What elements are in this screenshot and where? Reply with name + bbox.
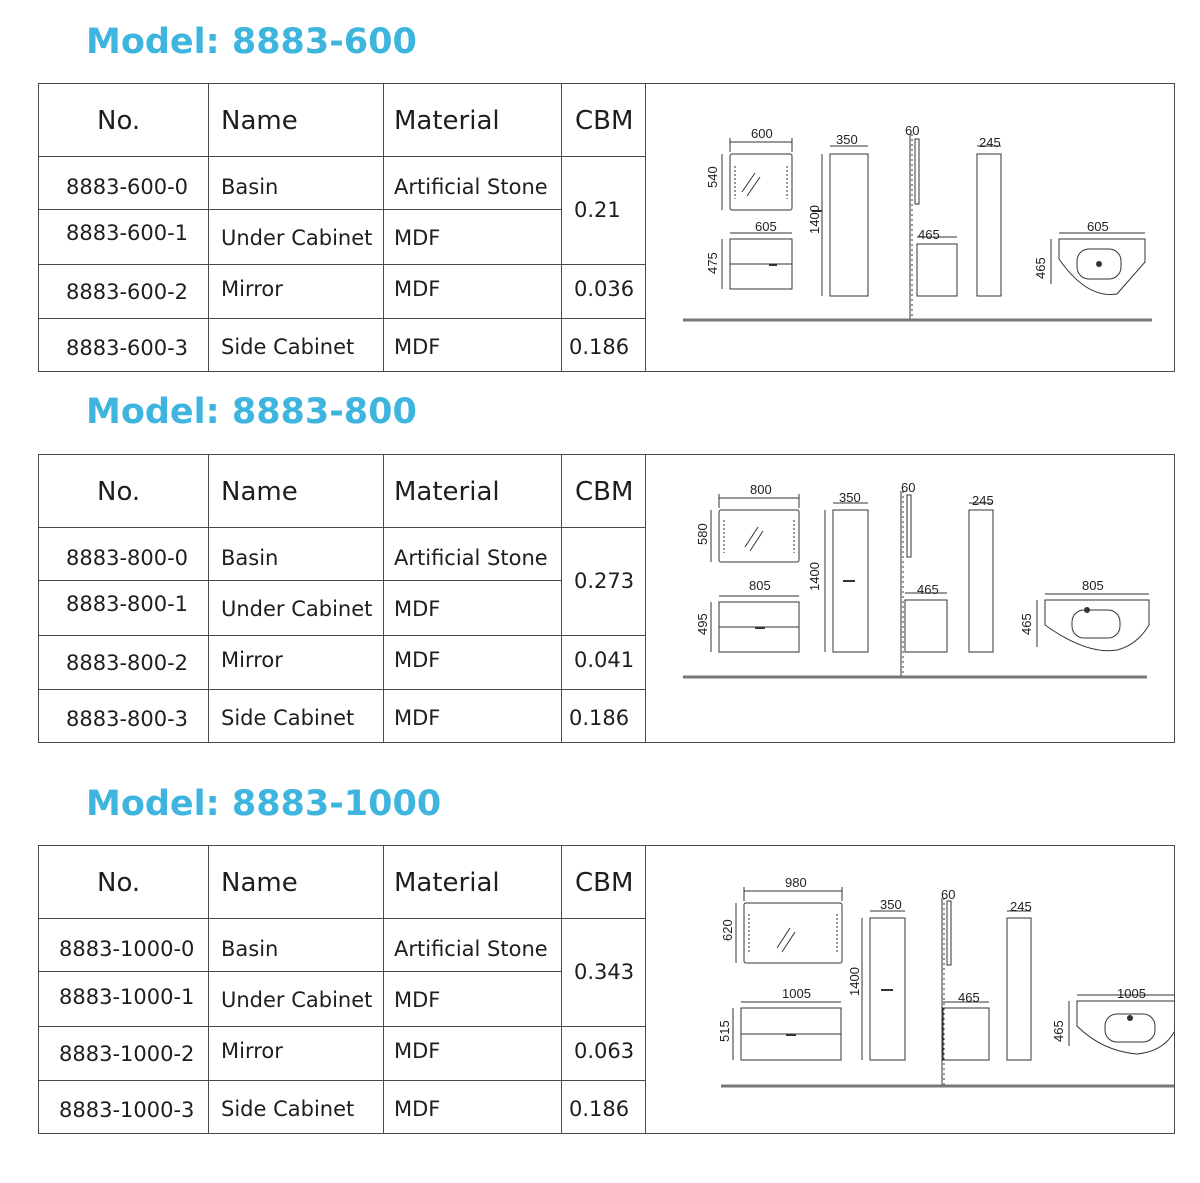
item-name: Basin — [221, 175, 279, 199]
dim-basin-depth: 465 — [1033, 257, 1048, 279]
dim-basin-depth: 465 — [1051, 1020, 1066, 1042]
model-title: Model: 8883-800 — [86, 392, 417, 432]
item-no: 8883-1000-3 — [59, 1098, 195, 1122]
spec-table — [39, 455, 646, 742]
header-no: No. — [97, 106, 141, 136]
dim-tall-height: 1400 — [807, 205, 822, 234]
item-name: Basin — [221, 937, 279, 961]
item-material: Artificial Stone — [394, 175, 548, 199]
item-name: Side Cabinet — [221, 706, 355, 730]
item-name: Under Cabinet — [221, 226, 373, 250]
dim-side-depth: 245 — [1010, 899, 1032, 914]
item-no: 8883-800-3 — [66, 707, 189, 731]
cbm-value: 0.186 — [569, 706, 630, 730]
dim-cabinet-depth: 465 — [958, 990, 980, 1005]
dim-mirror-depth: 60 — [941, 887, 956, 902]
item-material: Artificial Stone — [394, 546, 548, 570]
model-title: Model: 8883-1000 — [86, 784, 442, 824]
dimension-drawing — [647, 84, 1174, 371]
dim-basin-width: 805 — [1082, 578, 1104, 593]
dimension-drawing-svg — [647, 84, 1174, 371]
header-name: Name — [221, 106, 298, 136]
item-no: 8883-600-2 — [66, 280, 189, 304]
item-name: Mirror — [221, 648, 283, 672]
dim-tall-width: 350 — [836, 132, 858, 147]
cbm-value: 0.063 — [574, 1039, 635, 1063]
item-name: Under Cabinet — [221, 597, 373, 621]
cbm-merged: 0.343 — [574, 960, 635, 984]
dim-cabinet-width: 605 — [755, 219, 777, 234]
dim-mirror-depth: 60 — [901, 480, 916, 495]
item-no: 8883-800-1 — [66, 592, 189, 616]
header-material: Material — [394, 477, 500, 507]
dim-basin-width: 605 — [1087, 219, 1109, 234]
dim-mirror-width: 800 — [750, 482, 772, 497]
dim-tall-height: 1400 — [807, 562, 822, 591]
item-material: Artificial Stone — [394, 937, 548, 961]
dim-cabinet-height: 495 — [695, 613, 710, 635]
dim-tall-width: 350 — [839, 490, 861, 505]
item-material: MDF — [394, 335, 441, 359]
dim-mirror-width: 600 — [751, 126, 773, 141]
item-no: 8883-800-2 — [66, 651, 189, 675]
spec-block-8883-600 — [38, 83, 1175, 372]
dim-mirror-width: 980 — [785, 875, 807, 890]
dim-cabinet-width: 1005 — [782, 986, 811, 1001]
dim-basin-depth: 465 — [1019, 613, 1034, 635]
item-name: Side Cabinet — [221, 1097, 355, 1121]
dimension-drawing — [647, 455, 1174, 742]
dim-mirror-height: 620 — [720, 919, 735, 941]
item-name: Basin — [221, 546, 279, 570]
cbm-merged: 0.21 — [574, 198, 621, 222]
item-name: Side Cabinet — [221, 335, 355, 359]
header-material: Material — [394, 106, 500, 136]
dim-mirror-depth: 60 — [905, 123, 920, 138]
dim-cabinet-depth: 465 — [918, 227, 940, 242]
item-material: MDF — [394, 597, 441, 621]
dim-mirror-height: 580 — [695, 523, 710, 545]
item-name: Mirror — [221, 277, 283, 301]
dim-basin-width: 1005 — [1117, 986, 1146, 1001]
cbm-value: 0.041 — [574, 648, 635, 672]
header-material: Material — [394, 868, 500, 898]
dimension-drawing-svg — [647, 846, 1174, 1133]
dim-mirror-height: 540 — [705, 166, 720, 188]
model-title: Model: 8883-600 — [86, 22, 417, 62]
dim-tall-height: 1400 — [847, 967, 862, 996]
spec-table — [39, 846, 646, 1133]
header-cbm: CBM — [575, 477, 634, 507]
item-material: MDF — [394, 988, 441, 1012]
dim-side-depth: 245 — [972, 493, 994, 508]
header-cbm: CBM — [575, 868, 634, 898]
item-no: 8883-600-0 — [66, 175, 189, 199]
item-no: 8883-1000-1 — [59, 985, 195, 1009]
header-no: No. — [97, 868, 141, 898]
item-no: 8883-600-3 — [66, 336, 189, 360]
spec-block-8883-800 — [38, 454, 1175, 743]
dimension-drawing — [647, 846, 1174, 1133]
dim-cabinet-width: 805 — [749, 578, 771, 593]
cbm-value: 0.186 — [569, 335, 630, 359]
header-name: Name — [221, 868, 298, 898]
dim-cabinet-height: 475 — [705, 252, 720, 274]
dim-cabinet-depth: 465 — [917, 582, 939, 597]
cbm-merged: 0.273 — [574, 569, 635, 593]
item-material: MDF — [394, 648, 441, 672]
item-no: 8883-600-1 — [66, 221, 189, 245]
item-no: 8883-1000-2 — [59, 1042, 195, 1066]
item-name: Under Cabinet — [221, 988, 373, 1012]
dim-tall-width: 350 — [880, 897, 902, 912]
dim-side-depth: 245 — [979, 135, 1001, 150]
header-cbm: CBM — [575, 106, 634, 136]
item-material: MDF — [394, 1039, 441, 1063]
item-material: MDF — [394, 226, 441, 250]
item-name: Mirror — [221, 1039, 283, 1063]
spec-block-8883-1000 — [38, 845, 1175, 1134]
spec-table — [39, 84, 646, 371]
item-material: MDF — [394, 1097, 441, 1121]
dimension-drawing-svg — [647, 455, 1174, 742]
item-material: MDF — [394, 277, 441, 301]
item-no: 8883-1000-0 — [59, 937, 195, 961]
cbm-value: 0.036 — [574, 277, 635, 301]
item-no: 8883-800-0 — [66, 546, 189, 570]
header-no: No. — [97, 477, 141, 507]
cbm-value: 0.186 — [569, 1097, 630, 1121]
dim-cabinet-height: 515 — [717, 1020, 732, 1042]
item-material: MDF — [394, 706, 441, 730]
header-name: Name — [221, 477, 298, 507]
